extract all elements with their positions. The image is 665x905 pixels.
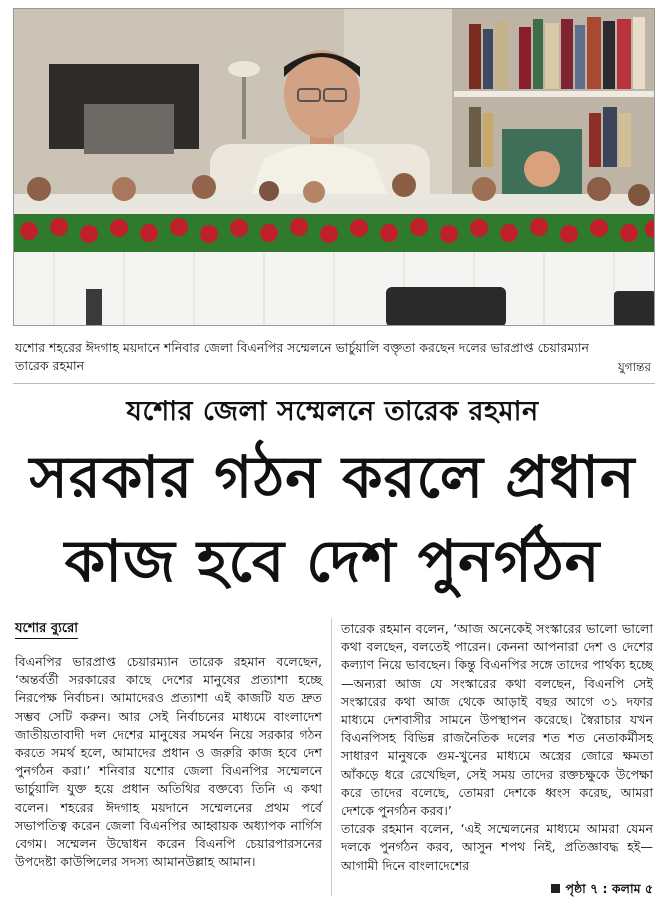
photo-caption [15, 339, 653, 377]
caption-text: যশোর শহরের ঈদগাহ ময়দানে শনিবার জেলা বিএনপির সম্মেলনে ভার্চুয়ালি বক্তৃতা করছেন দলের ভারপ্রাপ্ত চেয়ারম্যান তারেক রহমান [15, 340, 589, 373]
continued-on-page[interactable] [545, 880, 653, 898]
photo-credit: যুগান্তর [617, 360, 651, 374]
divider [13, 383, 655, 384]
continued-text: পৃষ্ঠা ৭ : কলাম ৫ [565, 881, 653, 896]
paragraph: তারেক রহমান বলেন, ‘আজ অনেকেই সংস্কারের ভালো ভালো কথা বলছেন, বলতেই পারেন। কেননা আপনারা দেশ ও দেশের কল্যাণ নিয়ে ভাবছেন। কিন্তু বিএনপির সঙ্গে তাদের পার্থক্য হচ্ছে—অন্যরা আজ যে সংস্কারের কথা বলছেন, বিএনপি সেই সংস্কারের কথা আজ থেকে আড়াই বছর আগে ৩১ দফার মাধ্যমে দেশবাসীর সামনে উপস্থাপন করেছে। স্বৈরাচার যখন বিএনপিসহ বিভিন্ন রাজনৈতিক দলের শত শত নেতাকর্মীসহ সাধারণ মানুষকে গুম-খুনের মাধ্যমে অস্ত্রের জোরে ক্ষমতা আঁকড়ে ধরে রেখেছিল, সেই সময় তাদের রক্তচক্ষুকে উপেক্ষা করে তাদের বলেছে, তোমরা দেশকে ধ্বংস করেছ, আমরা দেশকে পুনর্গঠন করব।’ [341, 621, 653, 819]
main-headline [0, 435, 665, 603]
square-bullet-icon [551, 884, 560, 893]
news-photo [13, 8, 655, 326]
article-column-left [15, 653, 322, 897]
paragraph: বিএনপির ভারপ্রাপ্ত চেয়ারম্যান তারেক রহমান বলেছেন, ‘অন্তর্বর্তী সরকারের কাছে দেশের মানুষের প্রত্যাশা হচ্ছে নিরপেক্ষ নির্বাচন। আমাদেরও প্রত্যাশা এই কাজটি যত দ্রুত সম্ভব সেটি করুন। আর সেই নির্বাচনের মাধ্যমে বাংলাদেশ জাতীয়তাবাদী দল দেশের মানুষের সমর্থন নিয়ে সরকার গঠন করতে সমর্থ হলে, আমাদের প্রধান ও জরুরি কাজ হবে দেশ পুনর্গঠন করা।’ শনিবার যশোর জেলা বিএনপির সম্মেলনে ভার্চুয়ালি যুক্ত হয়ে প্রধান অতিথির বক্তব্যে তিনি এ কথা বলেন। শহরের ঈদগাহ ময়দানে সম্মেলনের প্রথম পর্বে সভাপতিত্ব করেন জেলা বিএনপির আহ্বায়ক অধ্যাপক নার্গিস বেগম। সম্মেলন উদ্বোধন করেন বিএনপি চেয়ারপারসনের উপদেষ্টা কাউন্সিলের সদস্য আমানউল্লাহ আমান। [15, 654, 322, 870]
photo-image [14, 9, 655, 326]
headline-line-2: কাজ হবে দেশ পুনর্গঠন [64, 527, 601, 595]
article-column-right [341, 620, 653, 896]
paragraph: তারেক রহমান বলেন, ‘এই সম্মেলনের মাধ্যমে আমরা যেমন দলকে পুনর্গঠন করব, আসুন শপথ নিই, প্রতিজ্ঞাবদ্ধ হই—আগামী দিনে বাংলাদেশের [341, 821, 653, 873]
headline-line-1: সরকার গঠন করলে প্রধান [29, 443, 636, 511]
kicker-headline: যশোর জেলা সম্মেলনে তারেক রহমান [126, 396, 539, 427]
column-divider [331, 618, 332, 896]
byline: যশোর ব্যুরো [15, 620, 78, 639]
